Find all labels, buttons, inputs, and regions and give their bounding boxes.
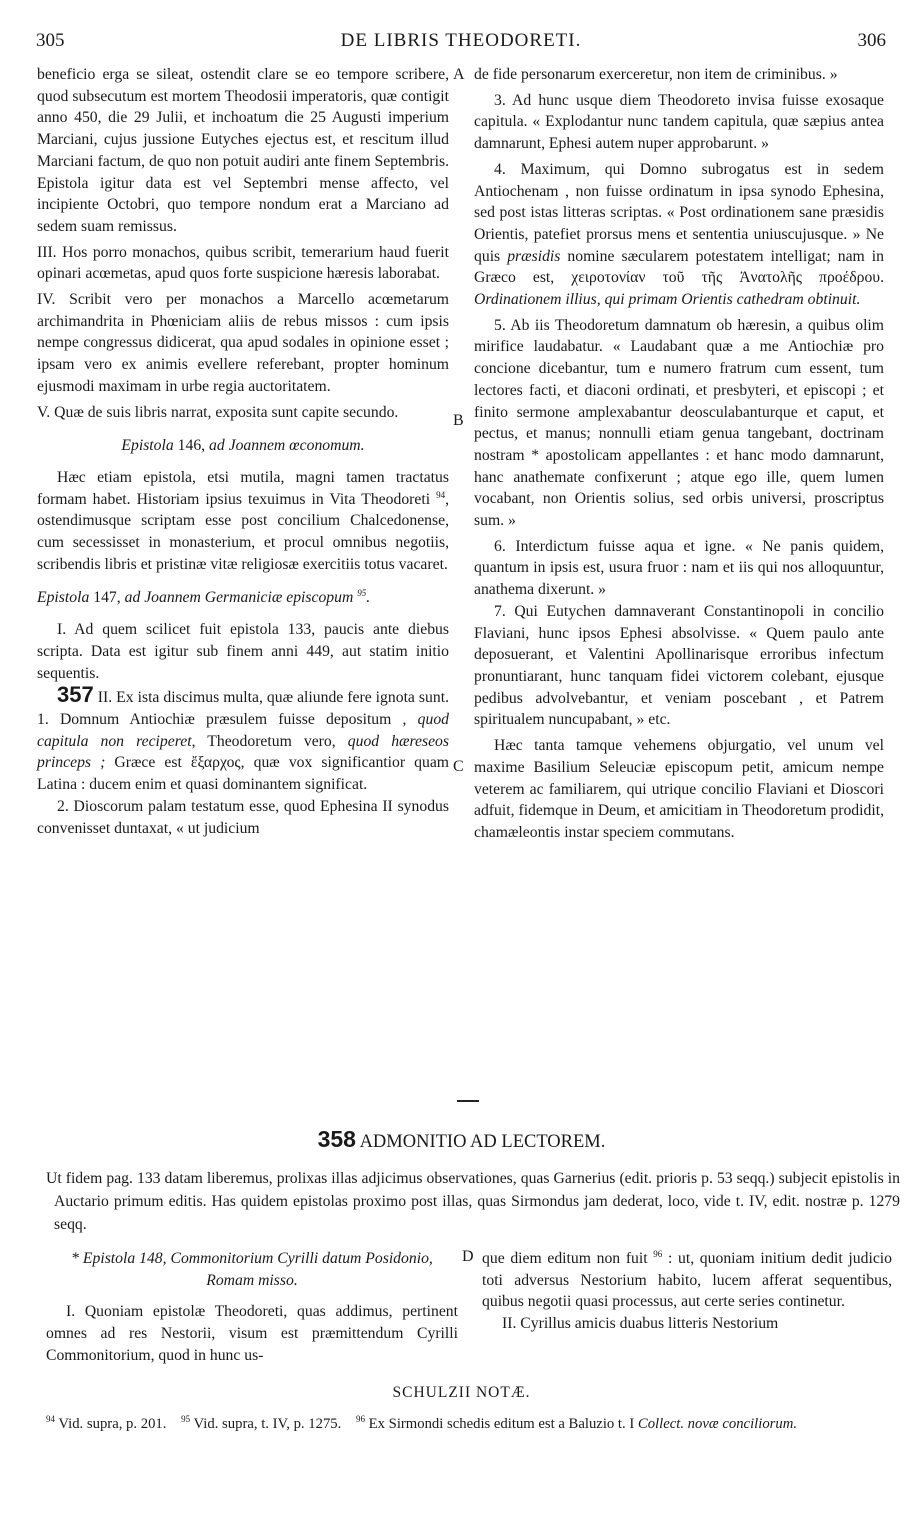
footnote-ref: 94 <box>436 489 446 500</box>
footnote-ref: 96 <box>653 1248 663 1259</box>
column-number-357: 357 <box>57 682 94 708</box>
epistle-heading-148: * Epistola 148, Commonitorium Cyrilli datum Posidonio, Romam misso. <box>71 1250 433 1289</box>
paragraph: 6. Interdictum fuisse aqua et igne. « Ne panis quidem, quantum in ipsis est, usura fruor : nam et iis qui nos alloquuntur, anathema dixerunt. » <box>474 537 884 599</box>
right-column <box>474 64 884 844</box>
lower-right-column <box>482 1248 892 1335</box>
admonitio-heading: 358 ADMONITIO AD LECTOREM. <box>317 1126 606 1152</box>
paragraph: 5. Ab iis Theodoretum damnatum ob hæresin, a quibus olim mirifice laudabatur. « Laudabant quæ a me Antiochiæ pro concione dicebantur, tum e numero fratrum cum essent, tum lectores facti, et diaconi ordinati, et presbyteri, et episcopi ; et finito sermone amplexabantur deosculabanturque et caput, et pectus, et manus; nonnulli etiam genua tangebant, doctrinam nostram * apostolicam appellantes : et hanc modo damnarunt, hanc anathemate confixerunt ; atque ego ille, quem lumen vocabant, non Orientis solius, sed orbis universi, proscriptus sum. » <box>474 316 884 530</box>
margin-marker-a: A <box>453 66 465 83</box>
footnote: $^{94}$ Vid. supra, p. 201. <box>46 1414 167 1432</box>
paragraph: 2. Dioscorum palam testatum esse, quod Ephesina II synodus convenisset duntaxat, « ut judicium <box>37 797 449 837</box>
footnote: $^{95}$ Vid. supra, t. IV, p. 1275. <box>181 1414 342 1432</box>
left-column <box>37 64 449 839</box>
admonitio-body: Ut fidem pag. 133 datam liberemus, prolixas illas adjicimus observationes, quas Garnerius (edit. prioris p. 53 seqq.) subjecit epistolis in Auctario primum editis. Has quidem epistolas proximo post illas, quas Sirmondus jam dederat, loco, vide t. IV, edit. nostræ p. 1279 seqq. <box>46 1170 900 1233</box>
paragraph: beneficio erga se sileat, ostendit clare se eo tempore scribere, quod subsecutum est mortem Theodosii imperatoris, quæ contigit anno 450, die 29 Julii, et inchoatum die 25 Augusti imperium Marciani, cujus jussione Eutyches ejectus est, et rescitum illud Marciani factum, de quo non potuit audiri ante finem Septembris. Epistola igitur data est vel Septembri mense affecto, vel incipiente Octobri, quo tempore nondum erat a Marciano ad sedem suam remissus. <box>37 66 449 235</box>
paragraph: III. Hos porro monachos, quibus scribit, temerarium haud fuerit opinari acœmetas, apud quos forte suspicione hæresis laborabat. <box>37 243 449 283</box>
epistle-heading-146: Epistola 146, ad Joannem œconomum. <box>121 437 365 455</box>
paragraph: II. Cyrillus amicis duabus litteris Nestorium <box>502 1315 779 1333</box>
paragraph: que diem editum non fuit $^{96}$ : ut, quoniam initium dedit judicio toti adversus Nestorium habito, lucem afferat sequentibus, quibus negotii quasi processus, aut certe series continetur. <box>482 1248 892 1311</box>
column-number-358: 358 <box>317 1126 356 1152</box>
paragraph: 7. Qui Eutychen damnaverant Constantinopoli in concilio Flaviani, hunc ipsos Ephesi absolvisse. « Quem paulo ante deposuerant, et Valentini Apollinarisque erroribus infectum pronuntiarant, hunc tanquam fidei victorem colebant, ejusque pedibus advolvebantur, et veniam poscebant , et Patrem spiritualem nuncupabant, » etc. <box>474 602 884 729</box>
paragraph: I. Ad quem scilicet fuit epistola 133, paucis ante diebus scripta. Data est igitur sub finem anni 449, aut statim initio sequentis. <box>37 621 449 682</box>
page-number-left: 305 <box>36 30 65 51</box>
lower-left-column <box>46 1248 458 1367</box>
epistle-heading-147: Epistola 147, ad Joannem Germaniciæ episcopum $^{95}$. <box>37 588 371 607</box>
margin-marker-d: D <box>462 1248 474 1265</box>
paragraph: 357 II. Ex ista discimus multa, quæ aliunde fere ignota sunt. 1. Domnum Antiochiæ præsulem fuisse depositum , quod capitula non reciperet, Theodoretum vero, quod hæreseos princeps ; Græce est ἔξαρχος, quæ vox significantior quam Latina : ducem enim et quasi dominantem significat. <box>37 682 450 794</box>
footnote: $^{96}$ Ex Sirmondi schedis editum est a Baluzio t. I Collect. novæ conciliorum. <box>356 1414 797 1432</box>
paragraph: IV. Scribit vero per monachos a Marcello acœmetarum archimandrita in Phœniciam aliis de rebus missos : cum ipsis nempe congressus didicerat, qua apud sodales in opinione esset ; ipsam vero ex animis evellere referebant, propter hominum ejusmodi maximam in urbe regia auctoritatem. <box>37 291 449 395</box>
paragraph: 3. Ad hunc usque diem Theodoreto invisa fuisse exosaque capitula. « Explodantur nunc tandem capitula, quæ sæpius antea damnarunt, Ephesi autem nuper approbarunt. » <box>474 91 884 153</box>
notes-heading: SCHULZII NOTÆ. <box>392 1384 531 1401</box>
page-number-right: 306 <box>857 30 886 51</box>
paragraph: I. Quoniam epistolæ Theodoreti, quas addimus, pertinent omnes ad res Nestorii, visum est præmittendum Cyrilli Commonitorium, quod in hunc us- <box>46 1303 458 1364</box>
paragraph: de fide personarum exerceretur, non item de criminibus. » <box>474 66 838 83</box>
running-head <box>36 30 886 56</box>
section-divider <box>457 1100 479 1102</box>
margin-marker-c: C <box>453 758 464 775</box>
paragraph: Hæc tanta tamque vehemens objurgatio, vel unum vel maxime Basilium Seleuciæ episcopum petit, amicum nempe veterem ac familiarem, qui utrique concilio Flaviani et Dioscori adfuit, fidemque in Deum, et amicitiam in Theodoretum prodidit, chamæleontis instar speciem commutans. <box>474 737 884 841</box>
running-title: DE LIBRIS THEODORETI. <box>340 30 582 51</box>
margin-marker-b: B <box>453 412 464 429</box>
paragraph: 4. Maximum, qui Domno subrogatus est in sedem Antiochenam , non fuisse ordinatum in ipsa synodo Ephesina, sed post istas litteras scriptas. « Post ordinationem sane præsidis Orientis, patefiet prorsus mens et sententia uniuscujusque. » Ne quis præsidis nomine sæcularem potestatem intelligat; nam in Græco est, χειροτονίαν τοῦ τῆς Ἀνατολῆς προέδρου. Ordinationem illius, qui primam Orientis cathedram obtinuit. <box>474 160 884 309</box>
footnotes <box>46 1414 896 1434</box>
paragraph: Hæc etiam epistola, etsi mutila, magni tamen tractatus formam habet. Historiam ipsius texuimus in Vita Theodoreti $^{94}$, ostendimusque scriptam esse post concilium Chalcedonense, cum secessisset in monasterium, et procul omnibus negotiis, scribendis libris et pristinæ vitæ religiosæ exercitiis totus vacaret. <box>37 468 449 573</box>
footnote-ref: 95 <box>357 588 367 599</box>
paragraph: V. Quæ de suis libris narrat, exposita sunt capite secundo. <box>37 403 399 421</box>
